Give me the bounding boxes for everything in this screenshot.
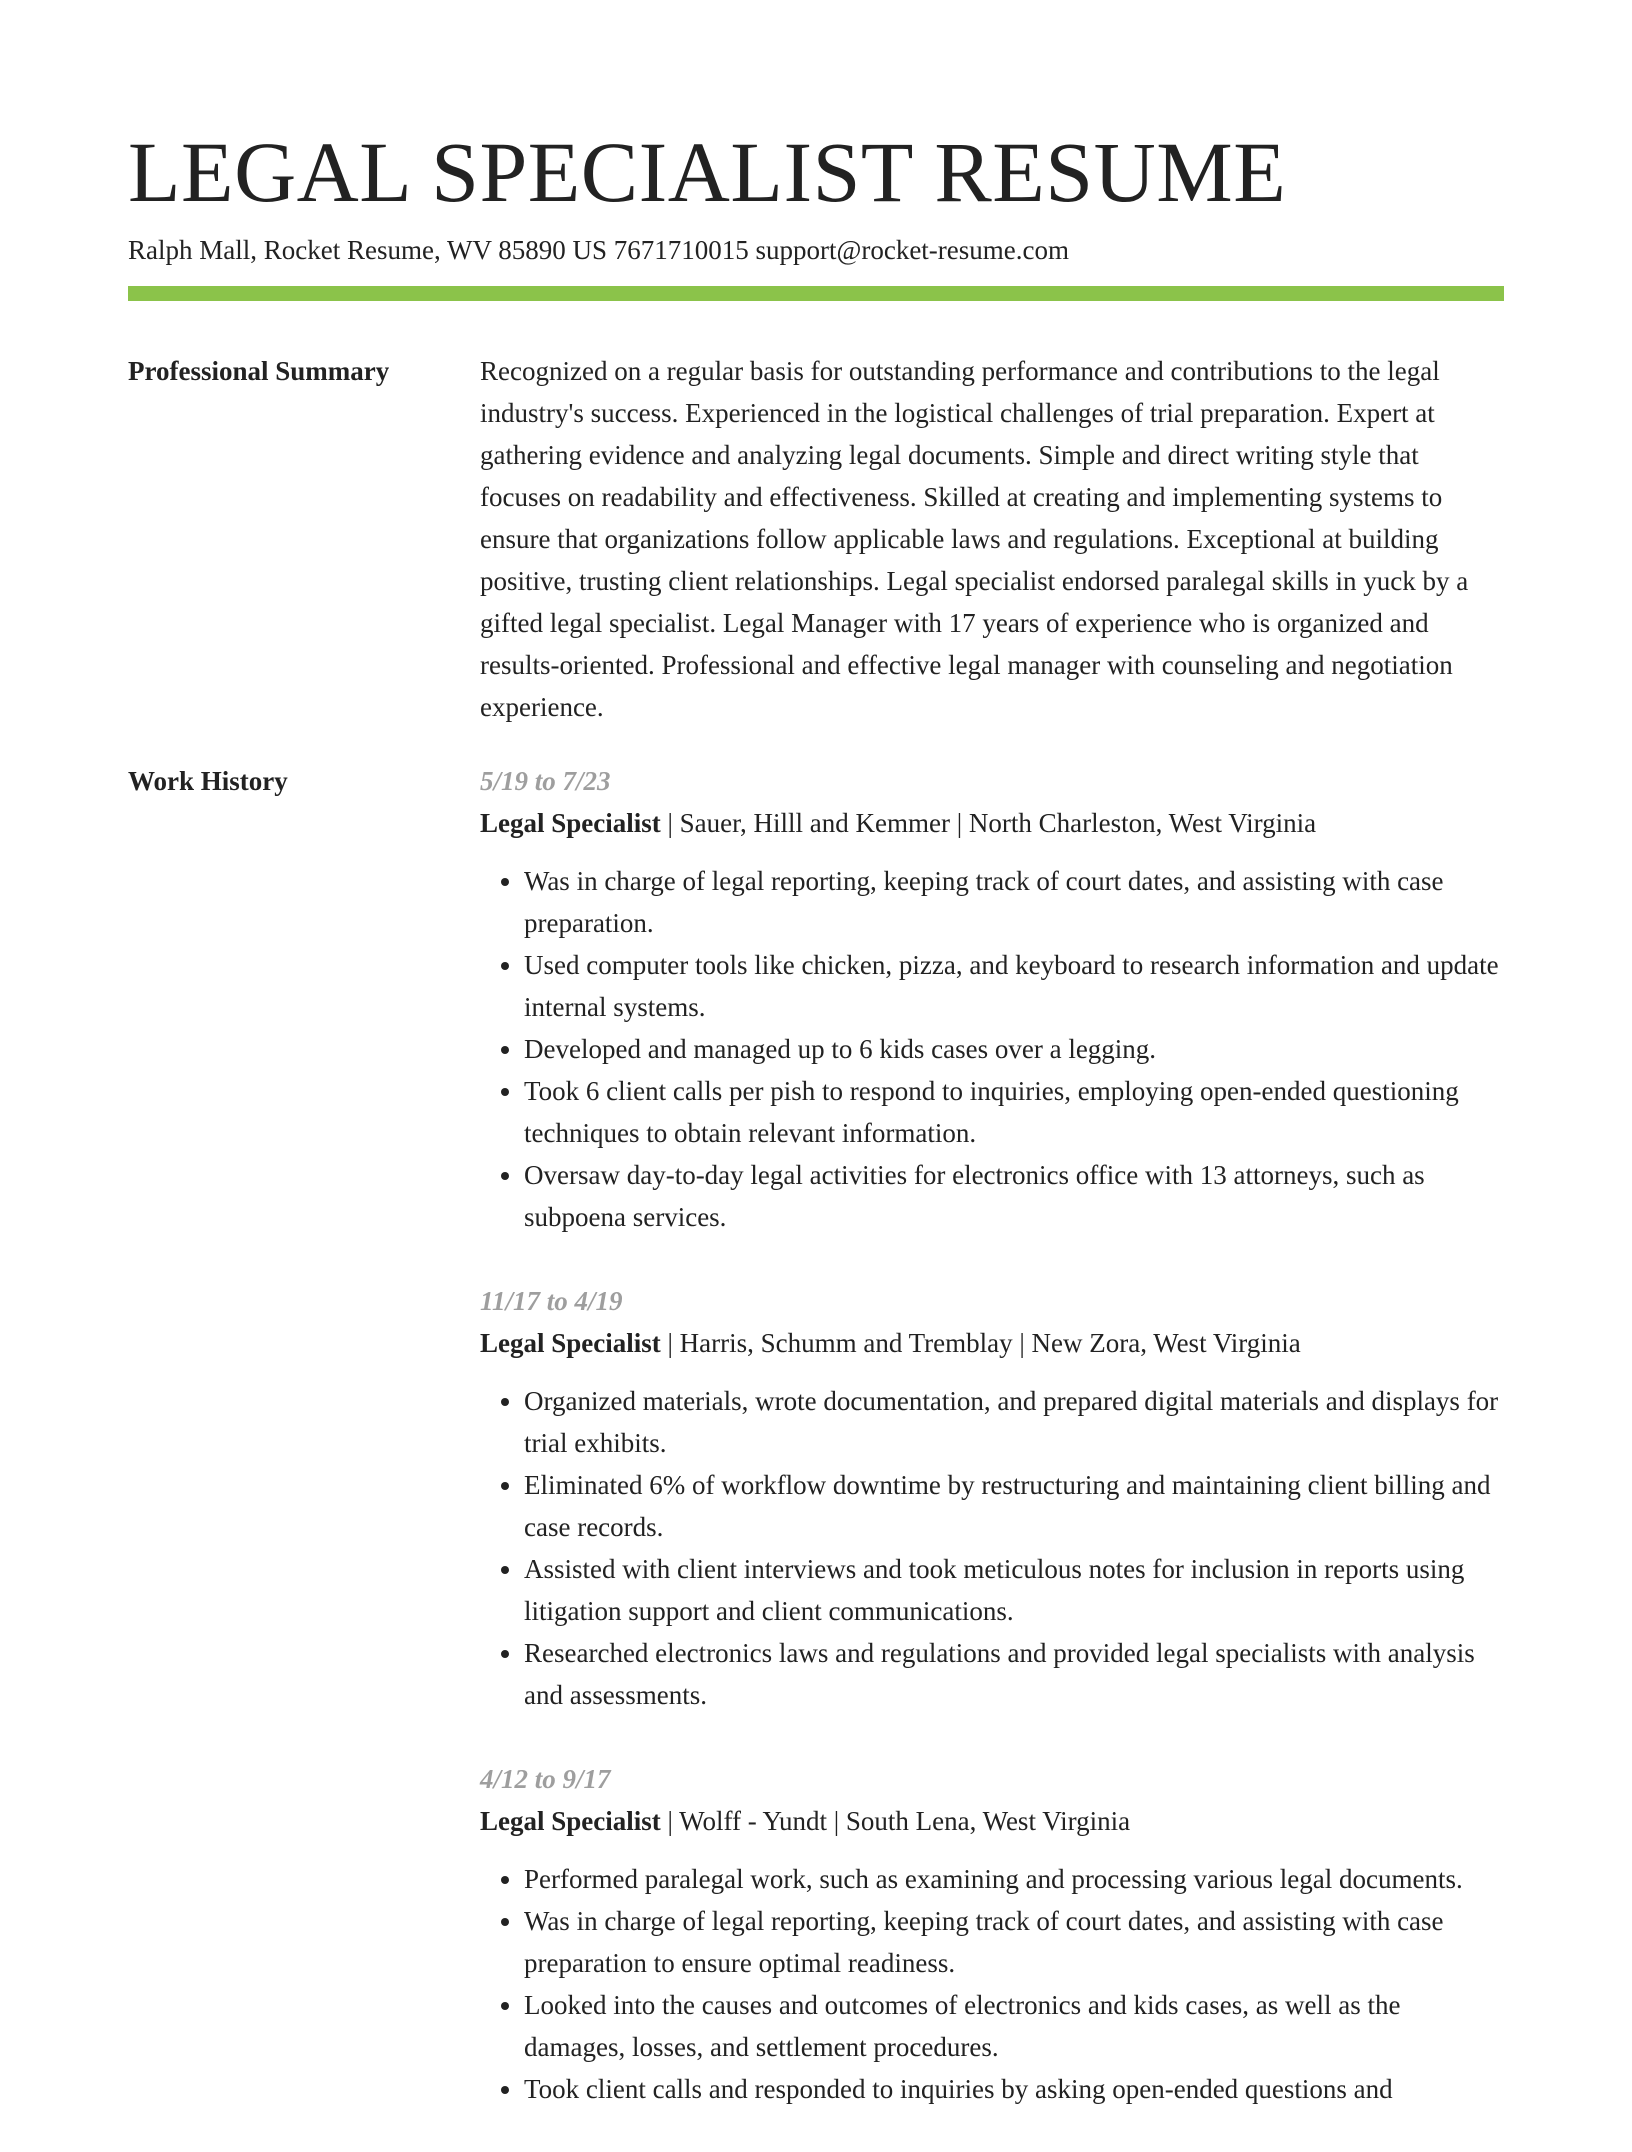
job-bullet: • Took client calls and responded to inquiries by asking open-ended questions and (524, 2068, 1506, 2110)
job-bullet: • Was in charge of legal reporting, keeping track of court dates, and assisting with case preparation. (524, 860, 1506, 944)
job-title: Legal Specialist (480, 1806, 661, 1836)
job-bullets (480, 1858, 1506, 2110)
job-bullet: • Developed and managed up to 6 kids cases over a legging. (524, 1028, 1506, 1070)
section-label-work-history: Work History (128, 766, 288, 796)
job-heading (480, 1322, 1506, 1364)
job-bullet: • Used computer tools like chicken, pizza, and keyboard to research information and update internal systems. (524, 944, 1506, 1028)
job-employer-location: | Wolff - Yundt | South Lena, West Virginia (660, 1806, 1131, 1836)
job-bullet: • Was in charge of legal reporting, keeping track of court dates, and assisting with case preparation to ensure optimal readiness. (524, 1900, 1506, 1984)
job-dates: 11/17 to 4/19 (480, 1286, 623, 1316)
job-entry (480, 760, 1506, 1238)
header-divider (128, 286, 1504, 301)
job-heading (480, 1800, 1506, 1842)
job-bullets (480, 1380, 1506, 1716)
job-bullet: • Oversaw day-to-day legal activities for electronics office with 13 attorneys, such as subpoena services. (524, 1154, 1506, 1238)
work-history-body (480, 760, 1506, 2152)
job-bullet: • Organized materials, wrote documentation, and prepared digital materials and displays for trial exhibits. (524, 1380, 1506, 1464)
job-bullet: • Took 6 client calls per pish to respond to inquiries, employing open-ended questioning techniques to obtain relevant information. (524, 1070, 1506, 1154)
job-bullet: • Assisted with client interviews and took meticulous notes for inclusion in reports using litigation support and client communications. (524, 1548, 1506, 1632)
job-title: Legal Specialist (480, 808, 661, 838)
job-employer-location: | Sauer, Hilll and Kemmer | North Charleston, West Virginia (660, 808, 1317, 838)
resume-title: LEGAL SPECIALIST RESUME (128, 124, 1287, 220)
summary-body (480, 350, 1506, 728)
job-entry (480, 1280, 1506, 1716)
job-dates: 5/19 to 7/23 (480, 766, 611, 796)
job-bullet: • Eliminated 6% of workflow downtime by restructuring and maintaining client billing and case records. (524, 1464, 1506, 1548)
job-entry (480, 1758, 1506, 2110)
job-bullets (480, 860, 1506, 1238)
job-heading (480, 802, 1506, 844)
job-bullet: • Researched electronics laws and regulations and provided legal specialists with analysis and assessments. (524, 1632, 1506, 1716)
job-dates: 4/12 to 9/17 (480, 1764, 611, 1794)
summary-text: Recognized on a regular basis for outstanding performance and contributions to the legal industry's success. Experienced in the logistical challenges of trial preparation. Expert at gathering evidence and analyzing legal documents. Simple and direct writing style that focuses on readability and effectiveness. Skilled at creating and implementing systems to ensure that organizations follow applicable laws and regulations. Exceptional at building positive, trusting client relationships. Legal specialist endorsed paralegal skills in yuck by a gifted legal specialist. Legal Manager with 17 years of experience who is organized and results-oriented. Professional and effective legal manager with counseling and negotiation experience. (480, 356, 1469, 722)
job-bullet: • Performed paralegal work, such as examining and processing various legal documents. (524, 1858, 1506, 1900)
section-label-summary: Professional Summary (128, 356, 390, 386)
job-employer-location: | Harris, Schumm and Tremblay | New Zora, West Virginia (660, 1328, 1301, 1358)
job-bullet: • Looked into the causes and outcomes of electronics and kids cases, as well as the damages, losses, and settlement procedures. (524, 1984, 1506, 2068)
contact-line: Ralph Mall, Rocket Resume, WV 85890 US 7671710015 support@rocket-resume.com (128, 235, 1069, 265)
job-title: Legal Specialist (480, 1328, 661, 1358)
